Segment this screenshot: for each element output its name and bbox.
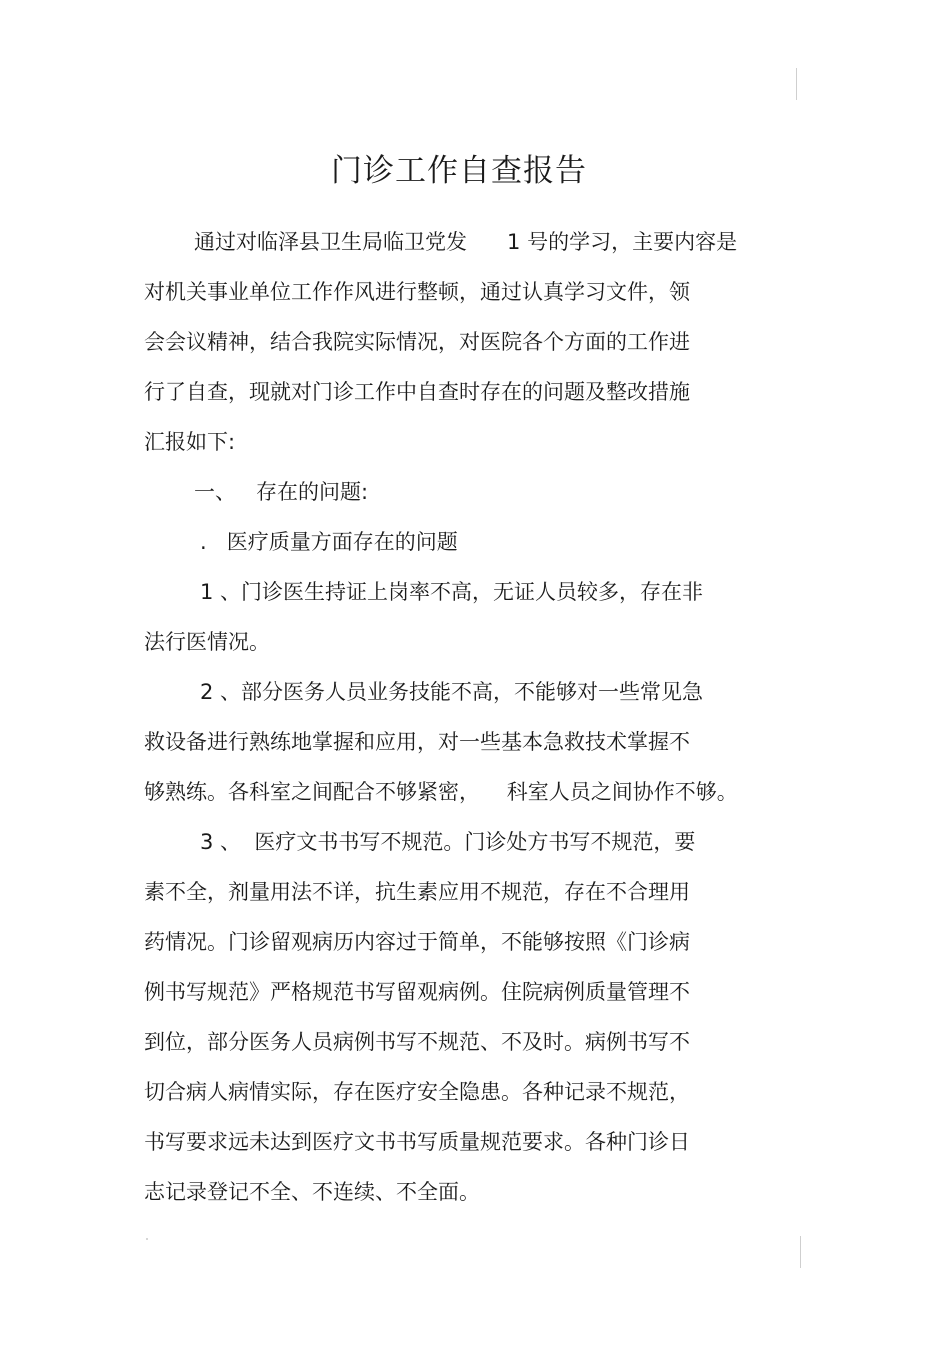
- list-item-line: 2 、部分医务人员业务技能不高，不能够对一些常见急: [200, 680, 704, 704]
- paragraph-line: 会会议精神，结合我院实际情况，对医院各个方面的工作进: [144, 330, 690, 354]
- list-item-line: 书写要求远未达到医疗文书书写质量规范要求。各种门诊日: [144, 1130, 690, 1154]
- section-heading: 一、 存在的问题:: [194, 480, 369, 504]
- scan-dot: [146, 1238, 148, 1240]
- list-item-line: 例书写规范》严格规范书写留观病例。住院病例质量管理不: [144, 980, 690, 1004]
- list-item-line: 3 、 医疗文书书写不规范。门诊处方书写不规范，要: [200, 830, 696, 854]
- scan-edge-mark-top: [796, 68, 797, 100]
- list-item-line: 到位，部分医务人员病例书写不规范、不及时。病例书写不: [144, 1030, 690, 1054]
- document-title: 门诊工作自查报告: [331, 152, 587, 189]
- list-item-line: 法行医情况。: [144, 630, 270, 654]
- subsection-heading: . 医疗质量方面存在的问题: [200, 530, 458, 554]
- list-item-line: 1 、门诊医生持证上岗率不高，无证人员较多，存在非: [200, 580, 704, 604]
- list-item-line: 素不全，剂量用法不详，抗生素应用不规范，存在不合理用: [144, 880, 690, 904]
- paragraph-line: 行了自查，现就对门诊工作中自查时存在的问题及整改措施: [144, 380, 690, 404]
- list-item-line: 药情况。门诊留观病历内容过于简单，不能够按照《门诊病: [144, 930, 690, 954]
- paragraph-line: 汇报如下:: [144, 430, 236, 454]
- scan-edge-mark-bottom: [800, 1236, 801, 1268]
- list-item-line: 志记录登记不全、不连续、不全面。: [144, 1180, 480, 1204]
- paragraph-line: 通过对临泽县卫生局临卫党发 1 号的学习，主要内容是: [194, 230, 738, 254]
- list-item-line: 切合病人病情实际，存在医疗安全隐患。各种记录不规范，: [144, 1080, 690, 1104]
- paragraph-line: 对机关事业单位工作作风进行整顿，通过认真学习文件，领: [144, 280, 690, 304]
- list-item-line: 救设备进行熟练地掌握和应用，对一些基本急救技术掌握不: [144, 730, 690, 754]
- list-item-line: 够熟练。各科室之间配合不够紧密， 科室人员之间协作不够。: [144, 780, 738, 804]
